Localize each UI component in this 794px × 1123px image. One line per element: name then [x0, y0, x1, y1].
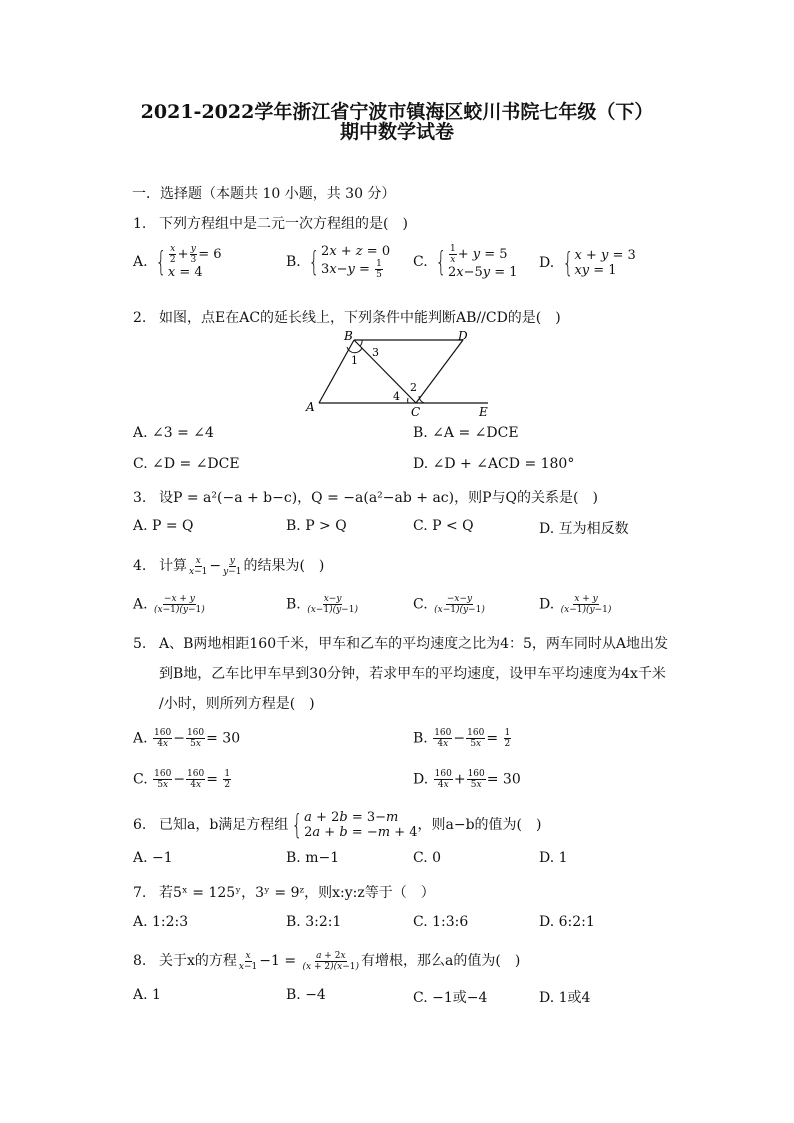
- question-text: 若5ˣ = 125ʸ，3ʸ = 9ᶻ，则x:y:z等于（ ）: [159, 885, 435, 901]
- label-A: A: [306, 400, 315, 414]
- question-2: [133, 307, 561, 327]
- option-d: D. ∠D + ∠ACD = 180°: [413, 456, 575, 472]
- label-B: B: [344, 329, 353, 343]
- question-5-line3: /小时，则所列方程是( ): [159, 696, 315, 712]
- question-number: 2.: [133, 310, 147, 326]
- option-label: A.: [133, 596, 148, 613]
- option-label: D.: [413, 771, 429, 788]
- option-a: [133, 244, 222, 280]
- option-label: C.: [413, 254, 428, 270]
- option-label: D.: [539, 596, 555, 613]
- question-number: 1.: [133, 216, 147, 232]
- option-b: B. m−1: [286, 850, 340, 866]
- section-heading: 一．选择题（本题共 10 小题，共 30 分）: [132, 186, 396, 202]
- option-label: C.: [133, 771, 148, 788]
- option-label: A.: [133, 730, 148, 747]
- angle-3-label: 3: [372, 346, 379, 359]
- option-d: [539, 248, 636, 278]
- option-label: D.: [539, 255, 555, 271]
- option-d: D. $\frac{160}{4x}$ + $\frac{160}{5x}$ = 30: [413, 769, 521, 790]
- option-label: C.: [413, 596, 428, 613]
- option-a: A. $\frac{160}{4x}$ − $\frac{160}{5x}$ = 30: [133, 728, 241, 749]
- question-5: [133, 633, 668, 653]
- question-text-line1: A、B两地相距160千米，甲车和乙车的平均速度之比为4：5，两车同时从A地出发: [159, 636, 669, 652]
- option-c: C. −1或−4: [413, 990, 488, 1006]
- question-3: [133, 487, 598, 507]
- option-c: [413, 244, 518, 280]
- label-C: C: [411, 405, 421, 419]
- option-c: C. 1:3:6: [413, 914, 469, 930]
- label-E: E: [479, 405, 488, 419]
- option-label: B.: [286, 254, 301, 270]
- option-b: B. ∠A = ∠DCE: [413, 425, 519, 441]
- page-subtitle: 期中数学试卷: [339, 121, 454, 143]
- question-1: [133, 213, 408, 233]
- option-c: C. 0: [413, 850, 442, 866]
- question-number: 4.: [133, 558, 147, 574]
- option-d: D. 1或4: [539, 990, 591, 1006]
- question-text: 设P = a²(−a + b−c)，Q = −a(a²−ab + ac)，则P与Q的关系是( ): [159, 490, 598, 506]
- option-c: C. $\frac{-x-y}{(x-1)(y-1)}$: [413, 594, 485, 615]
- option-b: [286, 244, 390, 280]
- question-text-post: 的结果为( ): [243, 558, 325, 574]
- question-number: 7.: [133, 885, 147, 901]
- question-number: 8.: [133, 953, 147, 969]
- option-c: C. $\frac{160}{5x}$ − $\frac{160}{4x}$ = $\frac{1}{2}$: [133, 769, 231, 790]
- question-5-line2: 到B地，乙车比甲车早到30分钟，若求甲车的平均速度，设甲车平均速度为4x千米: [159, 666, 666, 682]
- angle-2-label: 2: [410, 381, 417, 394]
- question-text-pre: 关于x的方程: [159, 953, 237, 969]
- option-a: A. P = Q: [133, 518, 194, 534]
- question-number: 3.: [133, 490, 147, 506]
- option-d: D. $\frac{x + y}{(x-1)(y-1)}$: [539, 594, 612, 615]
- page-title: 2021-2022学年浙江省宁波市镇海区蛟川书院七年级（下）: [140, 101, 654, 123]
- option-a: A. 1: [133, 987, 161, 1003]
- question-7: [133, 882, 435, 902]
- equation-system: { 2x + z = 0 3x−y = $\frac{1}{5}$: [308, 244, 391, 280]
- option-b: B. P > Q: [286, 518, 347, 534]
- question-number: 5.: [133, 636, 147, 652]
- equation-system: { $\frac{1}{x}$ + y = 5 2x−5y = 1: [435, 244, 518, 280]
- option-b: B. −4: [286, 987, 326, 1003]
- equation-system: { $\frac{x}{2}$ + $\frac{y}{3}$ = 6 x = 4: [155, 244, 222, 280]
- geometry-figure: [300, 328, 500, 420]
- question-text-pre: 计算: [159, 558, 187, 574]
- option-b: B. 3:2:1: [286, 914, 342, 930]
- option-a: A. $\frac{-x + y}{(x-1)(y-1)}$: [133, 594, 205, 615]
- question-text: 如图，点E在AC的延长线上，下列条件中能判断AB//CD的是( ): [159, 310, 561, 326]
- option-b: B. $\frac{x-y}{(x-1)(y-1)}$: [286, 594, 358, 615]
- angle-1-label: 1: [351, 354, 358, 367]
- question-text-post: ，则a−b的值为( ): [417, 817, 542, 833]
- option-label: A.: [133, 254, 148, 270]
- option-b: B. $\frac{160}{4x}$ − $\frac{160}{5x}$ = $\frac{1}{2}$: [413, 728, 511, 749]
- question-8: 8. 关于x的方程 $\frac{x}{x-1}$ −1 = $\frac{a + 2x}{(x + 2)(x-1)}$ 有增根，那么a的值为( ): [133, 950, 521, 972]
- option-d: D. 互为相反数: [539, 521, 629, 537]
- equation-system: { a + 2b = 3−m 2a + b = −m + 4: [291, 808, 418, 841]
- question-text-post: 有增根，那么a的值为( ): [361, 953, 521, 969]
- option-a: A. ∠3 = ∠4: [133, 425, 214, 441]
- question-text: 下列方程组中是二元一次方程组的是( ): [159, 216, 408, 232]
- equation-system: { x + y = 3 xy = 1: [562, 246, 636, 279]
- option-c: C. P < Q: [413, 518, 474, 534]
- question-4: 4. 计算 $\frac{x}{x-1}$ − $\frac{y}{y-1}$ 的结果为( ): [133, 555, 325, 577]
- option-d: D. 1: [539, 850, 568, 866]
- option-label: B.: [286, 596, 301, 613]
- question-number: 6.: [133, 817, 147, 833]
- question-6: [133, 810, 541, 840]
- option-a: A. −1: [133, 850, 173, 866]
- option-c: C. ∠D = ∠DCE: [133, 456, 240, 472]
- angle-4-label: 4: [393, 390, 400, 403]
- option-d: D. 6:2:1: [539, 914, 595, 930]
- label-D: D: [458, 329, 468, 343]
- option-label: B.: [413, 730, 428, 747]
- question-text-pre: 已知a，b满足方程组: [159, 817, 289, 833]
- option-a: A. 1:2:3: [133, 914, 189, 930]
